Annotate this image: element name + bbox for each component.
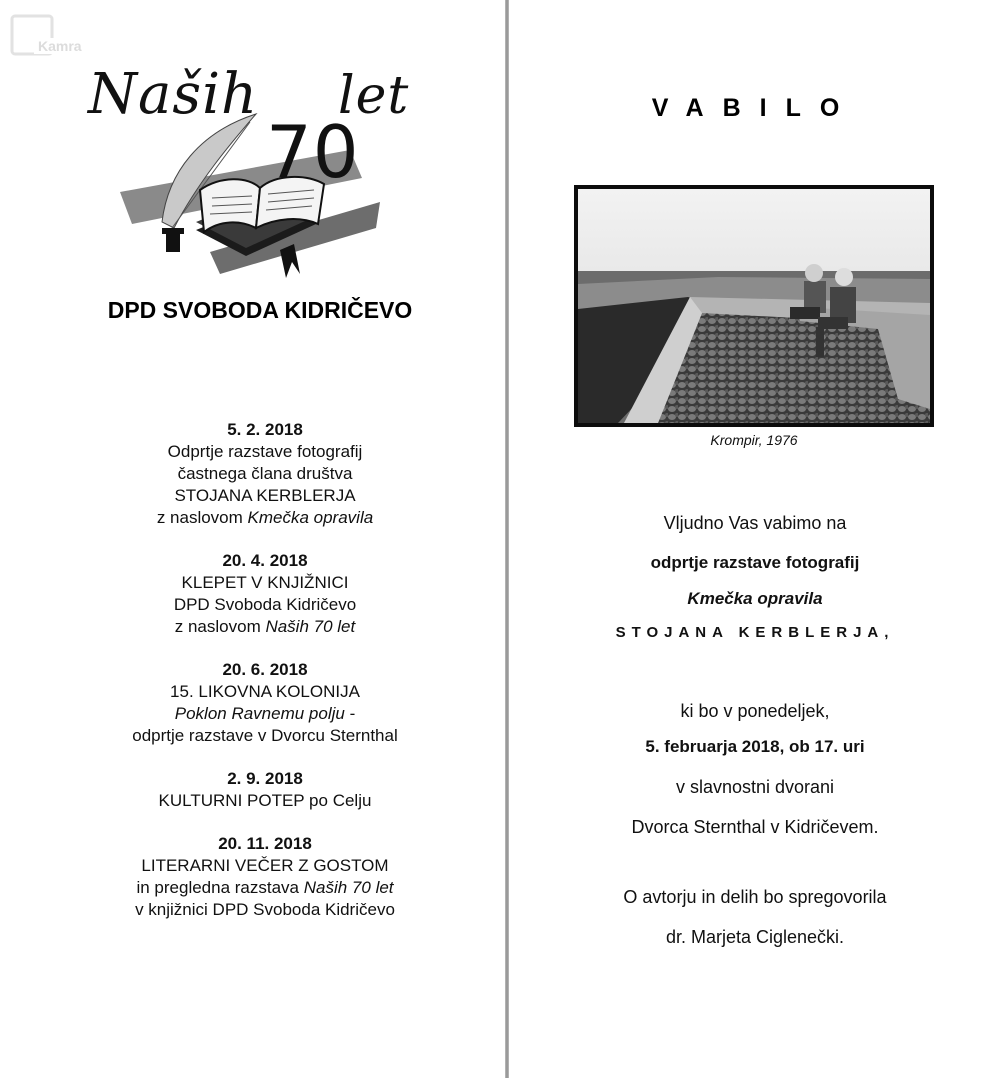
event-item (40, 418, 490, 529)
invitation-speaker-intro: O avtorju in delih bo spregovorila (623, 887, 887, 907)
invitation-venue-line-1: v slavnostni dvorani (675, 777, 835, 797)
invitation-event-title: odprtje razstave fotografij (650, 553, 860, 572)
event-line: DPD Svoboda Kidričevo (173, 595, 357, 614)
event-line: Odprtje razstave fotografij (167, 442, 363, 461)
event-date: 20. 4. 2018 (222, 551, 308, 570)
exhibition-photo (574, 185, 934, 427)
invitation-exhibit-name: Kmečka opravila (687, 589, 823, 608)
event-date: 20. 11. 2018 (218, 834, 312, 853)
event-line: v knjižnici DPD Svoboda Kidričevo (135, 900, 395, 919)
event-item (40, 658, 490, 747)
organization-name: DPD SVOBODA KIDRIČEVO (107, 297, 413, 323)
invitation-date-time: 5. februarja 2018, ob 17. uri (645, 737, 865, 756)
event-line: KLEPET V KNJIŽNICI (181, 573, 349, 592)
invitation-text (560, 510, 950, 950)
event-date: 5. 2. 2018 (227, 420, 303, 439)
invitation-speaker: dr. Marjeta Ciglenečki. (665, 927, 845, 947)
event-date: 20. 6. 2018 (222, 660, 308, 679)
logo-word-nasih: Naših (88, 62, 259, 127)
event-line: LITERARNI VEČER Z GOSTOM (141, 856, 389, 875)
event-line: KULTURNI POTEP po Celju (158, 791, 372, 810)
event-item (40, 767, 490, 812)
nasih-70-let-logo (80, 52, 440, 292)
event-line: z naslovom Kmečka opravila (156, 508, 374, 527)
photo-potato-cart (578, 189, 930, 423)
invitation-when-intro: ki bo v ponedeljek, (680, 701, 830, 721)
event-line: odprtje razstave v Dvorcu Sternthal (132, 726, 398, 745)
photo-caption: Krompir, 1976 (710, 432, 798, 448)
invitation-artist: STOJANA KERBLERJA, (615, 624, 895, 641)
invitation-venue-line-2: Dvorca Sternthal v Kidričevem. (631, 817, 879, 837)
logo-number: 70 (266, 110, 360, 194)
invitation-greeting: Vljudno Vas vabimo na (663, 513, 847, 533)
event-line: 15. LIKOVNA KOLONIJA (170, 682, 360, 701)
event-list (40, 418, 490, 941)
event-line: z naslovom Naših 70 let (174, 617, 356, 636)
event-line: in pregledna razstava Naših 70 let (136, 878, 394, 897)
event-item (40, 832, 490, 921)
event-date: 2. 9. 2018 (227, 769, 303, 788)
svg-text:Kamra: Kamra (38, 38, 82, 54)
event-line: Poklon Ravnemu polju - (174, 704, 356, 723)
center-divider (505, 0, 509, 1078)
event-line: STOJANA KERBLERJA (174, 486, 356, 505)
logo-word-let: let (338, 66, 410, 126)
invitation-heading: VABILO (651, 94, 859, 122)
event-line: častnega člana društva (177, 464, 353, 483)
event-item (40, 549, 490, 638)
